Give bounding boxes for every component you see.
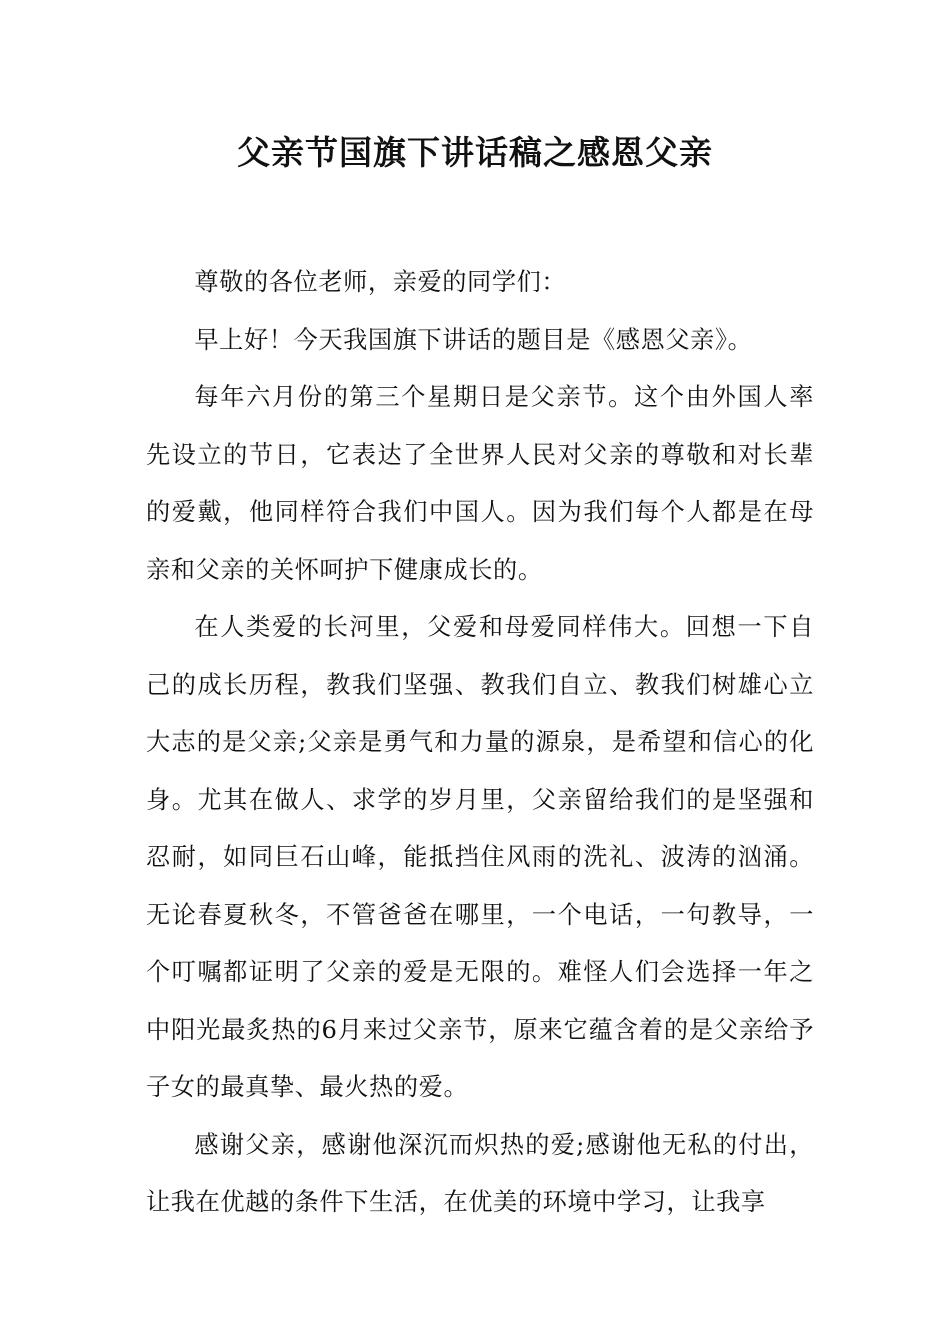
document-title: 父亲节国旗下讲话稿之感恩父亲 (237, 133, 713, 172)
paragraph-greeting: 尊敬的各位老师，亲爱的同学们： (194, 268, 567, 296)
paragraph-gratitude: 感谢父亲，感谢他深沉而炽热的爱;感谢他无私的付出，让我在优越的条件下生活，在优美的环境中学习，让我享 (146, 1130, 814, 1216)
paragraph-opening: 早上好！今天我国旗下讲话的题目是《感恩父亲》。 (194, 325, 753, 354)
paragraph-fathers-day: 每年六月份的第三个星期日是父亲节。这个由外国人率先设立的节日，它表达了全世界人民对父亲的尊敬和对长辈的爱戴，他同样符合我们中国人。因为我们每个人都是在母亲和父亲的关怀呵护下健康成长的。 (146, 383, 814, 584)
paragraph-fathers-love: 在人类爱的长河里，父爱和母爱同样伟大。回想一下自己的成长历程，教我们坚强、教我们自立、教我们树雄心立大志的是父亲;父亲是勇气和力量的源泉，是希望和信心的化身。尤其在做人、求学的岁月里，父亲留给我们的是坚强和忍耐，如同巨石山峰，能抵挡住风雨的洗礼、波涛的汹涌。无论春夏秋冬，不管爸爸在哪里，一个电话，一句教导，一个叮嘱都证明了父亲的爱是无限的。难怪人们会选择一年之中阳光最炙热的6月来过父亲节，原来它蕴含着的是父亲给予子女的最真挚、最火热的爱。 (146, 613, 814, 1101)
document-body (146, 254, 814, 1232)
